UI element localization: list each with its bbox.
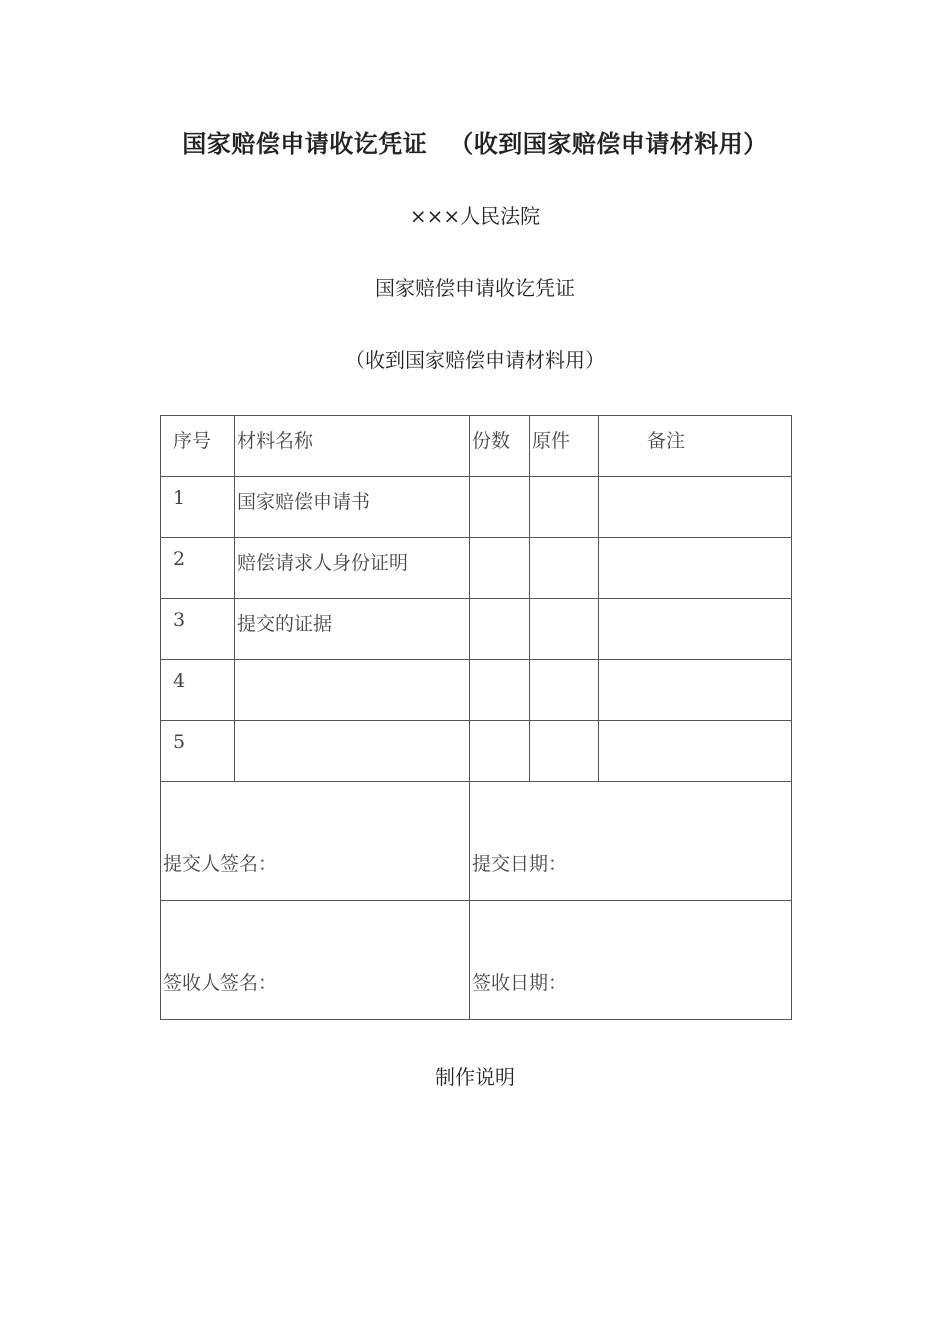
instructions-heading: 制作说明 — [435, 1065, 515, 1089]
table-row — [161, 721, 792, 782]
row-index-cell — [161, 599, 235, 660]
original-value — [530, 477, 598, 487]
material-name — [235, 660, 469, 670]
copies-value — [470, 660, 529, 670]
document-title-main: 国家赔偿申请收讫凭证 — [182, 129, 428, 158]
original-value — [530, 599, 598, 609]
remark-cell — [599, 477, 792, 538]
copies-value — [470, 538, 529, 548]
material-name-cell — [235, 660, 470, 721]
voucher-name: 国家赔偿申请收讫凭证 — [375, 276, 575, 300]
original-cell — [530, 721, 599, 782]
court-name: ×××人民法院 — [409, 204, 541, 228]
submitter-signature-label: 提交人签名： — [163, 853, 278, 875]
original-value — [530, 538, 598, 548]
copies-value — [470, 721, 529, 731]
remark-value — [599, 660, 791, 670]
table-row — [161, 477, 792, 538]
header-remark: 备注 — [647, 430, 686, 452]
header-index: 序号 — [173, 430, 212, 452]
row-index: 2 — [173, 548, 186, 570]
header-cell-index — [161, 416, 235, 477]
remark-cell — [599, 721, 792, 782]
header-cell-copies — [470, 416, 530, 477]
row-index-cell — [161, 477, 235, 538]
document-title-sub: （收到国家赔偿申请材料用） — [449, 129, 768, 158]
table-row — [161, 660, 792, 721]
remark-value — [599, 538, 791, 548]
material-name-cell — [235, 599, 470, 660]
remark-value — [599, 721, 791, 731]
table-row — [161, 599, 792, 660]
original-cell — [530, 538, 599, 599]
row-index-cell — [161, 660, 235, 721]
materials-table — [160, 415, 792, 1020]
row-index-cell — [161, 538, 235, 599]
material-name: 赔偿请求人身份证明 — [237, 552, 409, 574]
header-cell-material — [235, 416, 470, 477]
table-header-row — [161, 416, 792, 477]
original-cell — [530, 660, 599, 721]
submitter-row — [161, 782, 792, 901]
original-value — [530, 660, 598, 670]
submit-date-label: 提交日期： — [472, 853, 568, 875]
row-index-cell — [161, 721, 235, 782]
row-index: 1 — [173, 487, 186, 509]
copies-cell — [470, 477, 530, 538]
receiver-row — [161, 901, 792, 1020]
document-title — [0, 124, 950, 159]
copies-cell — [470, 660, 530, 721]
material-name: 国家赔偿申请书 — [237, 491, 371, 513]
header-cell-remark — [599, 416, 792, 477]
row-index: 4 — [173, 670, 186, 692]
voucher-purpose: （收到国家赔偿申请材料用） — [345, 348, 605, 372]
remark-value — [599, 477, 791, 487]
remark-cell — [599, 660, 792, 721]
remark-value — [599, 599, 791, 609]
material-name: 提交的证据 — [237, 613, 333, 635]
header-copies: 份数 — [472, 430, 511, 452]
material-name-cell — [235, 721, 470, 782]
original-cell — [530, 599, 599, 660]
copies-value — [470, 599, 529, 609]
material-name-cell — [235, 477, 470, 538]
receiver-signature-label: 签收人签名： — [163, 972, 278, 994]
header-cell-original — [530, 416, 599, 477]
header-original: 原件 — [532, 430, 571, 452]
row-index: 5 — [173, 731, 186, 753]
receive-date-cell — [470, 901, 792, 1020]
original-value — [530, 721, 598, 731]
copies-cell — [470, 721, 530, 782]
copies-cell — [470, 599, 530, 660]
copies-cell — [470, 538, 530, 599]
receiver-signature-cell — [161, 901, 470, 1020]
material-name — [235, 721, 469, 731]
submitter-signature-cell — [161, 782, 470, 901]
remark-cell — [599, 538, 792, 599]
submit-date-cell — [470, 782, 792, 901]
original-cell — [530, 477, 599, 538]
material-name-cell — [235, 538, 470, 599]
table-row — [161, 538, 792, 599]
row-index: 3 — [173, 609, 186, 631]
copies-value — [470, 477, 529, 487]
remark-cell — [599, 599, 792, 660]
header-material: 材料名称 — [237, 430, 314, 452]
receive-date-label: 签收日期： — [472, 972, 568, 994]
